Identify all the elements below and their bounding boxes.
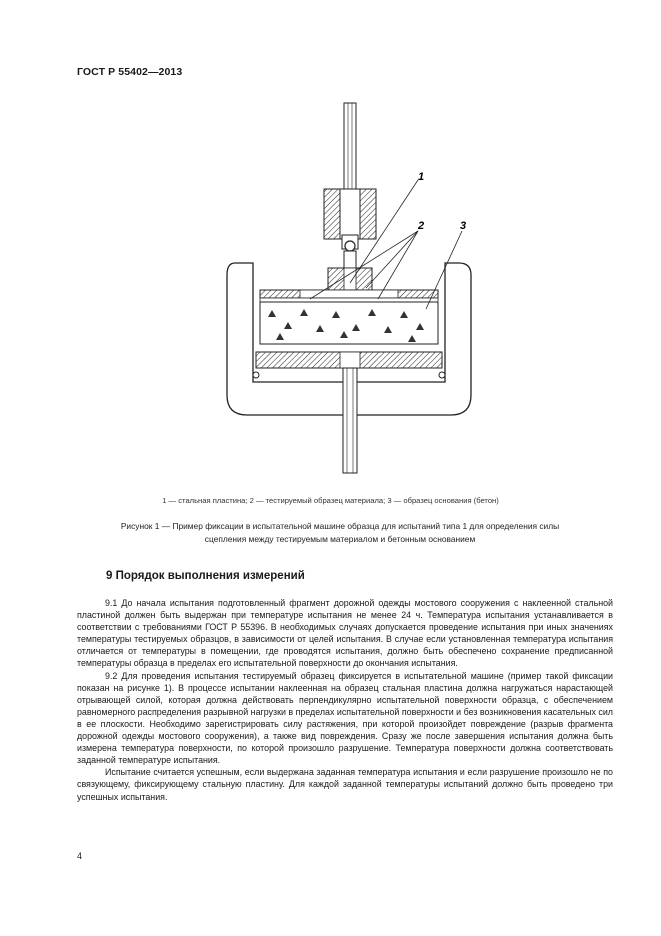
figure-caption-line-1: Рисунок 1 — Пример фиксации в испытательной машине образца для испытаний типа 1 для определения силы [120, 521, 560, 531]
paragraph-9-2: 9.2 Для проведения испытания тестируемый образец фиксируется в испытательной машине (пример такой фиксации показан на рисунке 1). В процессе испытании наклеенная на образец стальная пластина должна нагружаться нарастающей отрывающей силой, которая должна действовать перпендикулярно испытательной поверхности образца, с обеспечением равномерного распределения разрывной нагрузки в пределах испытательной поверхности и без возникновения касательных сил в ее плоскости. Необходимо зарегистрировать силу растяжения, при которой произойдет повреждение (разрыв фрагмента дорожной одежды мостового сооружения), а также вид повреждения. Сразу же после завершения испытания должна быть измерена температура поверхности, по которой произошло разрушение. Температура поверхности должна соответствовать заданной температуре испытания. [77, 670, 613, 766]
document-header: ГОСТ Р 55402—2013 [77, 66, 183, 78]
page-number: 4 [77, 851, 83, 861]
figure-caption [90, 520, 590, 546]
callout-2: 2 [418, 220, 425, 232]
paragraph-success: Испытание считается успешным, если выдержана заданная температура испытания и если разрушение произошло не по связующему, фиксирующему стальную пластину. Для каждой заданной температуры испытаний должно быть проведено три успешных испытания. [77, 767, 613, 802]
upper-coupling-left [324, 189, 340, 239]
tested-material-layer [260, 298, 438, 302]
callout-3: 3 [460, 220, 467, 232]
section-body [77, 597, 613, 803]
upper-rod [344, 103, 356, 197]
upper-coupling-right [360, 189, 376, 239]
test-fixture-figure [200, 95, 490, 485]
pivot-joint [345, 241, 355, 251]
callout-1: 1 [418, 171, 425, 183]
section-title: 9 Порядок выполнения измерений [106, 570, 305, 582]
fixture-drawing [200, 95, 490, 485]
figure-legend: 1 — стальная пластина; 2 — тестируемый образец материала; 3 — образец основания (бетон) [162, 496, 499, 505]
paragraph-9-1: 9.1 До начала испытания подготовленный фрагмент дорожной одежды мостового сооружения с наклеенной стальной пластиной должен быть выдержан при температуре испытания не менее 24 ч. Температура испытания устанавливается в соответствии с требованиями ГОСТ Р 55396. В необходимых случаях допускается проведение испытания при иных значениях температуры тестируемых образцов, в зависимости от целей испытания. В случае если установленная температура испытания отличается от температуры в помещении, где проводятся испытания, должно быть обеспечено сохранение предписанной температуры образца в пределах его испытательной поверхности до окончания испытания. [77, 598, 613, 669]
lower-rod [343, 368, 357, 473]
figure-caption-line-2: сцепления между тестируемым материалом и бетонным основанием [204, 534, 476, 544]
